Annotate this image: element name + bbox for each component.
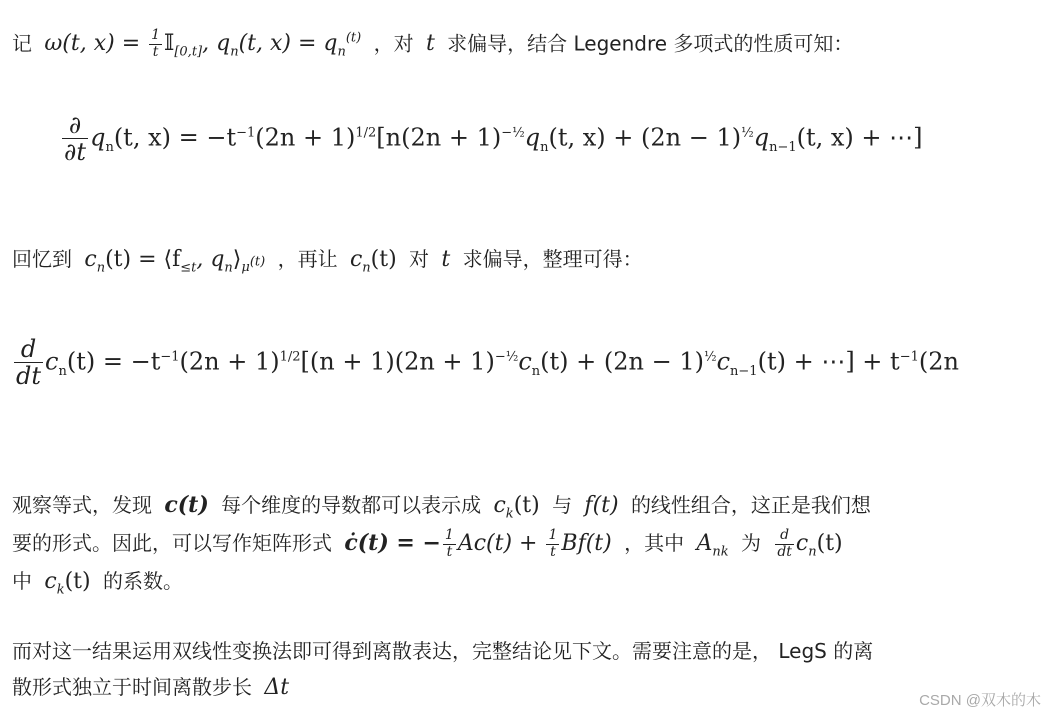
text-discrete-step: 散形式独立于时间离散步长 [12, 675, 252, 699]
paragraph-observe-line3 [12, 562, 183, 609]
frac-den: t [446, 543, 453, 560]
math-q-sub: n [224, 260, 233, 276]
math-dcn-dt [773, 527, 843, 560]
text-observe: 观察等式，发现 [12, 493, 152, 517]
math-q: , q [202, 31, 231, 57]
math-ck [493, 493, 540, 522]
eq1-exp4: ½ [741, 125, 754, 141]
math-mu-sup: (t) [249, 255, 266, 271]
frac-den: t [152, 43, 159, 60]
math-close-sub [241, 255, 266, 276]
text-and: 与 [552, 493, 573, 517]
eq1-exp2: 1/2 [355, 125, 377, 141]
text-bilinear: 而对这一结果运用双线性变换法即可得到离散表达，完整结论见下文。需要注意的是， LegS 的离 [12, 639, 874, 663]
math-c2-arg: (t) [370, 247, 397, 272]
text-zhengli: 求偏导，整理可得： [462, 247, 643, 271]
math-A-sub: nk [712, 544, 729, 560]
frac-den: ∂t [64, 138, 87, 167]
text-each-dim: 每个维度的导数都可以表示成 [221, 493, 482, 517]
frac-one-over-t [149, 28, 162, 60]
frac-num: ∂ [62, 112, 88, 139]
frac-den: t [550, 543, 556, 560]
frac-den: dt [16, 362, 42, 391]
frac-num: d [775, 528, 794, 544]
eq1-q-sub: n [105, 140, 114, 156]
text-linear-combo: 的线性组合，这正是我们想 [630, 493, 871, 517]
text-legendre: 求偏导，结合 Legendre 多项式的性质可知： [447, 31, 854, 56]
math-q-args: (t, x) = q [238, 31, 338, 57]
eq2-p5: c [716, 347, 731, 376]
eq2-exp1: −1 [160, 349, 180, 365]
math-t: t [425, 31, 435, 57]
math-c: c [84, 247, 97, 272]
text-is: 为 [740, 531, 761, 555]
equation-dq-dt [60, 112, 923, 166]
eq1-p2: [n(2n + 1) [376, 123, 502, 152]
eq1-p3: q [524, 123, 541, 152]
math-q-sub: n [230, 44, 239, 60]
csdn-watermark: CSDN @双木的木 [919, 692, 1041, 709]
math-close: ⟩ [232, 247, 242, 272]
math-cn-sub: n [808, 544, 817, 560]
math-omega-definition [44, 27, 362, 60]
math-cn-t [349, 247, 397, 276]
paragraph-bilinear-line1 [12, 632, 873, 670]
equation-dc-dt [12, 336, 959, 390]
frac-partial [62, 112, 88, 166]
eq2-p4: (t) + (2n − 1) [540, 347, 704, 376]
math-mu: μ [241, 260, 250, 276]
eq1-p1: (2n + 1) [255, 123, 356, 152]
math-f: f(t) [584, 493, 619, 518]
math-f-sub: ≤t [180, 260, 197, 276]
eq1-exp1: −1 [236, 125, 256, 141]
eq2-p3: c [518, 347, 532, 376]
frac-num: 1 [548, 527, 558, 544]
math-A: A [696, 531, 713, 556]
eq2-exp3: −½ [494, 349, 519, 365]
text-ji: 记 [12, 31, 32, 56]
eq1-p5-sub: n−1 [769, 140, 797, 156]
frac-d-dt-small [775, 528, 794, 560]
math-Ank [696, 531, 729, 560]
frac-den: dt [777, 543, 792, 560]
frac-1-t-a [443, 528, 456, 560]
indicator-symbol: 𝕀 [164, 31, 175, 57]
math-c-sub: n [96, 260, 106, 276]
eq2-c: c [45, 347, 59, 376]
eq2-p1: (2n + 1) [179, 347, 280, 376]
math-ck-c: c [493, 493, 506, 518]
eq2-exp4: ½ [703, 349, 717, 365]
math-q2-sub: n [337, 44, 346, 60]
frac-num: 1 [151, 27, 161, 44]
math-c2-sub: n [362, 260, 371, 276]
indicator-sub: [0,t] [174, 44, 203, 60]
math-q2-sup: (t) [345, 31, 362, 46]
text-dui2: 对 [409, 247, 430, 271]
paragraph-intro [12, 20, 853, 72]
math-omega: ω(t, x) = [44, 31, 148, 57]
paragraph-bilinear-line2 [12, 668, 295, 707]
math-ck-arg: (t) [64, 569, 91, 594]
eq1-p5: q [753, 123, 770, 152]
math-cdot: ċ(t) = − [344, 530, 441, 556]
eq2-p2: [(n + 1)(2n + 1) [300, 347, 495, 376]
frac-1-t-b [546, 528, 559, 560]
paragraph-recall [12, 240, 643, 287]
eq2-p7: (2n [918, 347, 959, 376]
eq2-rhs: (t) = −t [66, 347, 161, 376]
text-dui: ，对 [373, 31, 414, 56]
text-where: ，其中 [624, 531, 685, 555]
math-cdot-equation [344, 527, 612, 560]
math-delta-t: Δt [264, 675, 290, 700]
text-recall: 回忆到 [12, 247, 72, 271]
math-c2: c [349, 247, 363, 272]
math-Bf: Bf(t) [561, 531, 612, 556]
text-zairang: ，再让 [277, 247, 338, 271]
math-Ac: Ac(t) + [457, 531, 545, 556]
text-coefficient: 的系数。 [102, 569, 183, 593]
eq2-p3-sub: n [531, 364, 541, 380]
math-cn-definition [84, 247, 266, 276]
eq1-p6: (t, x) + ⋯] [796, 123, 923, 152]
eq2-p5-sub: n−1 [730, 364, 758, 380]
eq1-q: q [90, 123, 106, 152]
math-ck-c: c [44, 569, 57, 594]
frac-num: d [14, 336, 43, 363]
math-ck-sub: k [505, 506, 514, 522]
eq1-rhs: (t, x) = −t [113, 123, 237, 152]
eq1-exp3: −½ [501, 125, 525, 141]
math-c-arg: (t) = ⟨f [105, 247, 181, 272]
math-ck-2 [44, 569, 91, 598]
text-zhong: 中 [12, 569, 32, 593]
math-t2: t [441, 247, 451, 272]
math-cn: c [795, 531, 809, 556]
eq1-p3-sub: n [540, 140, 549, 156]
math-ck-sub: k [56, 582, 65, 598]
eq2-c-sub: n [58, 364, 67, 380]
frac-num: 1 [444, 527, 454, 544]
eq2-p6: (t) + ⋯] + t [757, 347, 900, 376]
math-cn-arg: (t) [816, 531, 843, 556]
math-c-vector: c(t) [164, 492, 209, 518]
text-matrix-form: 要的形式。因此，可以写作矩阵形式 [12, 531, 332, 555]
frac-d-dt [14, 336, 43, 390]
eq2-exp5: −1 [899, 349, 919, 365]
eq2-exp2: 1/2 [279, 349, 301, 365]
eq1-p4: (t, x) + (2n − 1) [548, 123, 742, 152]
math-ck-arg: (t) [513, 493, 540, 518]
math-inner: , q [196, 247, 225, 272]
